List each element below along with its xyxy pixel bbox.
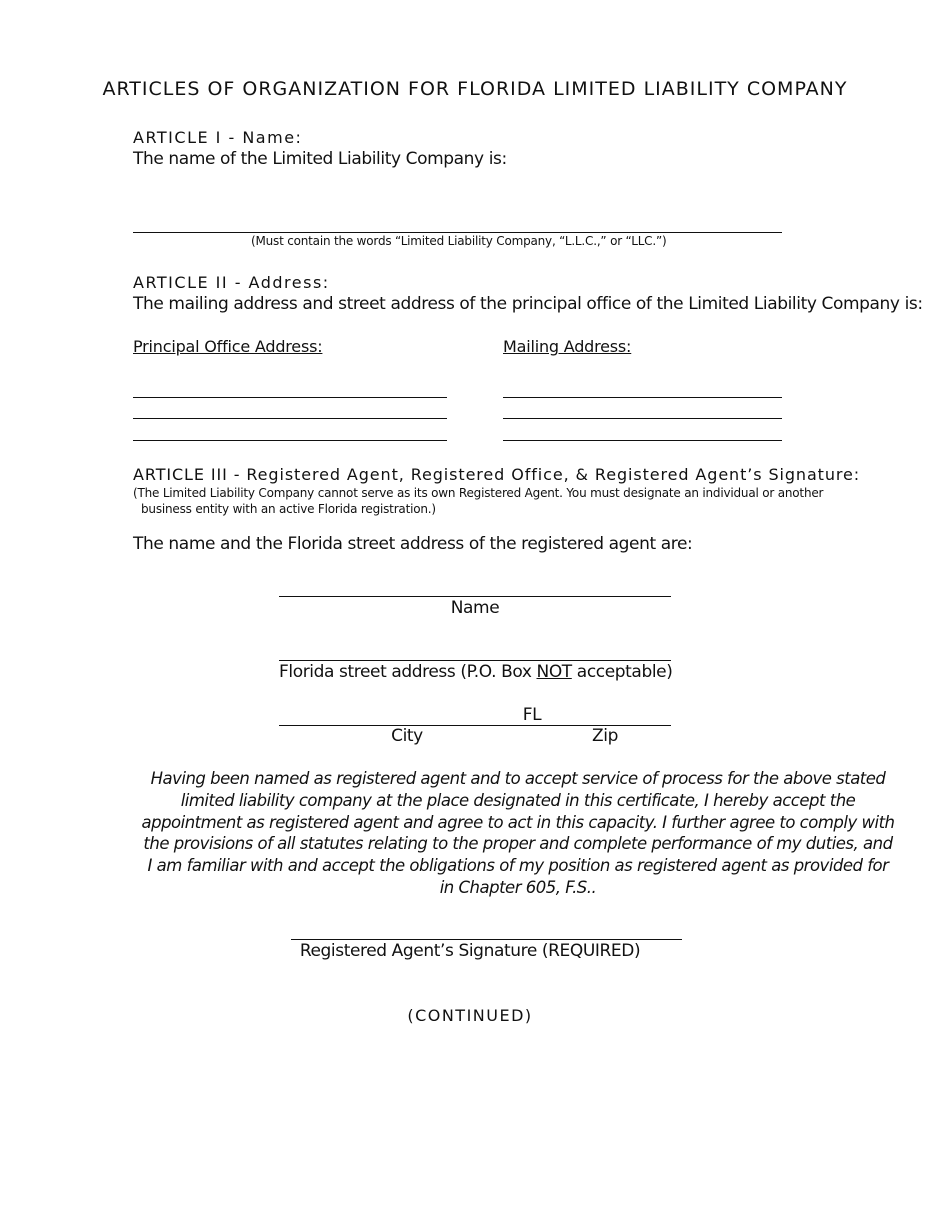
state-value: FL	[522, 705, 542, 725]
article2-text: The mailing address and street address of the principal office of the Limited Liability Company is:	[133, 294, 923, 314]
principal-address-line-3[interactable]	[133, 440, 447, 441]
article1-note: (Must contain the words “Limited Liability Company, “L.L.C.,” or “LLC.”)	[251, 234, 667, 248]
continued-label: (CONTINUED)	[407, 1006, 533, 1025]
mailing-address-line-2[interactable]	[503, 418, 782, 419]
article2-heading: ARTICLE II - Address:	[133, 273, 330, 292]
article3-heading: ARTICLE III - Registered Agent, Registered Office, & Registered Agent’s Signature:	[133, 465, 861, 484]
mailing-address-line-1[interactable]	[503, 397, 782, 398]
agent-name-label: Name	[450, 598, 500, 618]
mailing-address-line-3[interactable]	[503, 440, 782, 441]
principal-address-line-2[interactable]	[133, 418, 447, 419]
principal-office-label: Principal Office Address:	[133, 337, 323, 356]
agent-signature-label: Registered Agent’s Signature (REQUIRED)	[299, 941, 641, 961]
city-label: City	[391, 726, 423, 746]
agent-name-field[interactable]	[279, 596, 671, 597]
article1-heading: ARTICLE I - Name:	[133, 128, 303, 147]
address-label-pre: Florida street address (P.O. Box	[279, 662, 537, 682]
document-title: ARTICLES OF ORGANIZATION FOR FLORIDA LIMITED LIABILITY COMPANY	[102, 78, 848, 100]
address-label-post: acceptable)	[571, 662, 673, 682]
agent-street-address-field[interactable]	[279, 660, 671, 661]
article3-note-line2: business entity with an active Florida registration.)	[141, 502, 436, 516]
company-name-field[interactable]	[133, 232, 782, 233]
agent-street-address-label	[279, 662, 671, 682]
article3-note-line1: (The Limited Liability Company cannot serve as its own Registered Agent. You must designate an individual or another	[133, 486, 824, 500]
mailing-address-label: Mailing Address:	[503, 337, 632, 356]
registered-agent-acceptance-text: Having been named as registered agent and to accept service of process for the above stated limited liability company at the place designated in this certificate, I hereby accept the appointment as registered agent and agree to act in this capacity. I further agree to comply with the provisions of all statutes relating to the proper and complete performance of my duties, and I am familiar with and accept the obligations of my position as registered agent as provided for in Chapter 605, F.S..	[141, 769, 895, 897]
agent-signature-field[interactable]	[291, 939, 682, 940]
address-label-not: NOT	[536, 662, 572, 682]
principal-address-line-1[interactable]	[133, 397, 447, 398]
zip-label: Zip	[592, 726, 618, 746]
article3-text: The name and the Florida street address of the registered agent are:	[133, 534, 693, 554]
article1-text: The name of the Limited Liability Company is:	[133, 149, 507, 169]
